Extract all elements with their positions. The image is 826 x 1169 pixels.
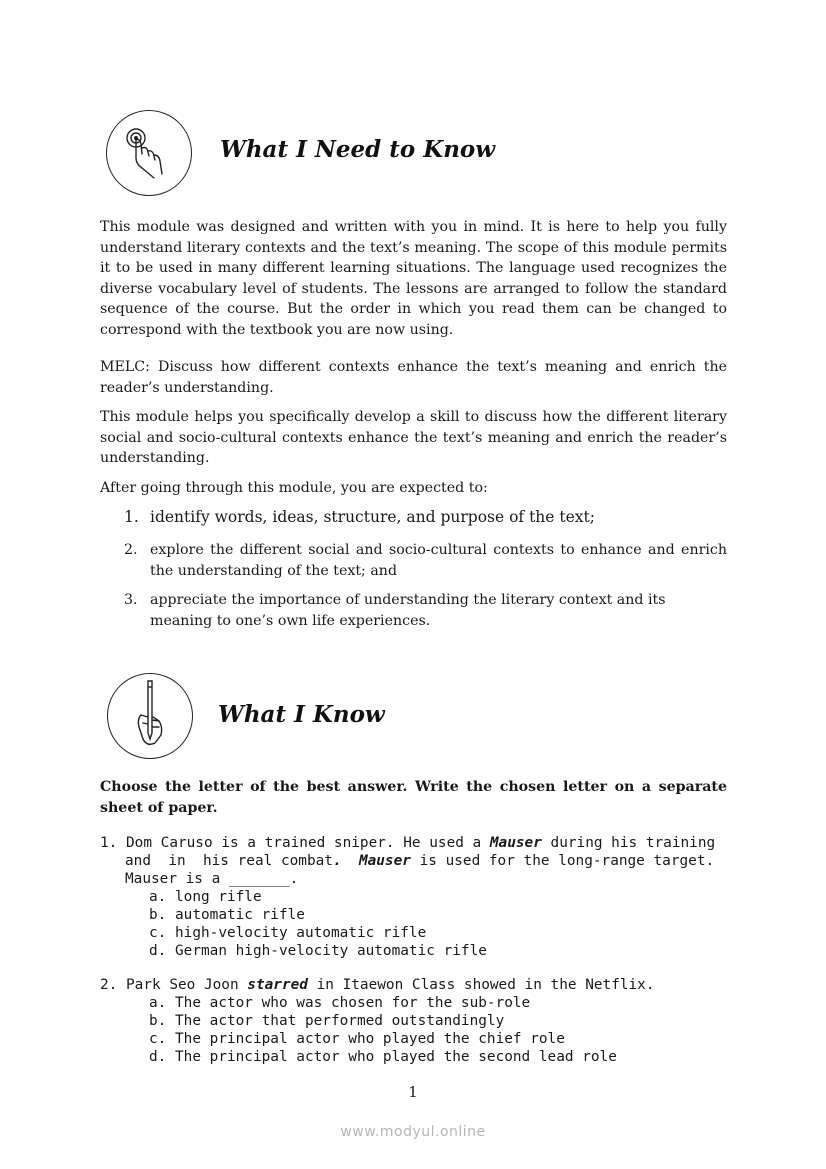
keyword: starred [247,977,308,993]
choice-letter: c. [149,1031,167,1047]
question-text: Dom Caruso is a trained sniper. He used a [126,835,490,851]
question-text: during his training [541,835,716,851]
objective-item [100,590,727,632]
choice [149,924,426,942]
choice [149,1048,617,1066]
section-title-what-i-need-to-know: What I Need to Know [220,136,496,163]
choice-text: German high-velocity automatic rifle [175,943,487,959]
keyword: Mauser [358,853,411,869]
objective-number: 1. [124,508,139,526]
question-text: and in his real combat [125,853,333,869]
choice [149,1012,504,1030]
choice [149,994,530,1012]
choice [149,888,262,906]
choice-text: The principal actor who played the chief role [175,1031,565,1047]
question-text: Park Seo Joon [126,977,248,993]
expected-intro: After going through this module, you are expected to: [100,480,488,496]
choice-text: high-velocity automatic rifle [175,925,427,941]
question-text: in Itaewon Class showed in the Netflix. [307,977,655,993]
keyword: . [332,853,342,869]
melc-paragraph: MELC: Discuss how different contexts enhance the text’s meaning and enrich the reader’s understanding. [100,359,727,396]
skill-paragraph: This module helps you specifically develop a skill to discuss how the different literary social and socio-cultural contexts enhance the text’s meaning and enrich the reader’s understanding. [100,409,727,466]
objective-text: appreciate the importance of understanding the literary context and its meaning to one’s own life experiences. [150,592,666,629]
intro-paragraph: This module was designed and written with you in mind. It is here to help you fully understand literary contexts and the text’s meaning. The scope of this module permits it to be used in many different learning situations. The language used recognizes the diverse vocabulary level of students. The lessons are arranged to follow the standard sequence of the course. But the order in which you read them can be changed to correspond with the textbook you are now using. [100,219,727,338]
question-1-line-3: Mauser is a _______. [125,871,299,887]
choice-text: The actor who was chosen for the sub-role [175,995,531,1011]
pointing-hand-icon [106,110,192,196]
objective-item [100,540,727,582]
question-number: 1. [100,835,118,851]
instructions: Choose the letter of the best answer. Write the chosen letter on a separate sheet of paper. [100,779,727,816]
watermark: www.modyul.online [340,1124,486,1140]
page-number: 1 [408,1083,418,1101]
choice-letter: d. [149,1049,167,1065]
objective-text: identify words, ideas, structure, and purpose of the text; [150,508,595,526]
choice-letter: d. [149,943,167,959]
choice-letter: b. [149,1013,167,1029]
question-2 [100,976,740,994]
choice-letter: a. [149,889,167,905]
keyword: Mauser [489,835,542,851]
choice-text: The principal actor who played the second lead role [175,1049,617,1065]
choice-letter: b. [149,907,167,923]
objective-number: 2. [124,542,138,558]
choice [149,906,305,924]
choice-letter: a. [149,995,167,1011]
section-title-what-i-know: What I Know [218,701,385,728]
choice-text: automatic rifle [175,907,305,923]
question-1 [100,834,740,852]
choice [149,942,487,960]
question-1-line-2 [125,852,765,870]
objective-number: 3. [124,592,138,608]
choice-text: long rifle [175,889,262,905]
choice-letter: c. [149,925,167,941]
objective-text: explore the different social and socio-cultural contexts to enhance and enrich the understanding of the text; and [150,542,727,579]
choice [149,1030,565,1048]
question-text: is used for the long-range target. [410,853,715,869]
choice-text: The actor that performed outstandingly [175,1013,505,1029]
objective-item [100,507,727,529]
question-number: 2. [100,977,118,993]
hand-holding-pencil-icon [107,673,193,759]
